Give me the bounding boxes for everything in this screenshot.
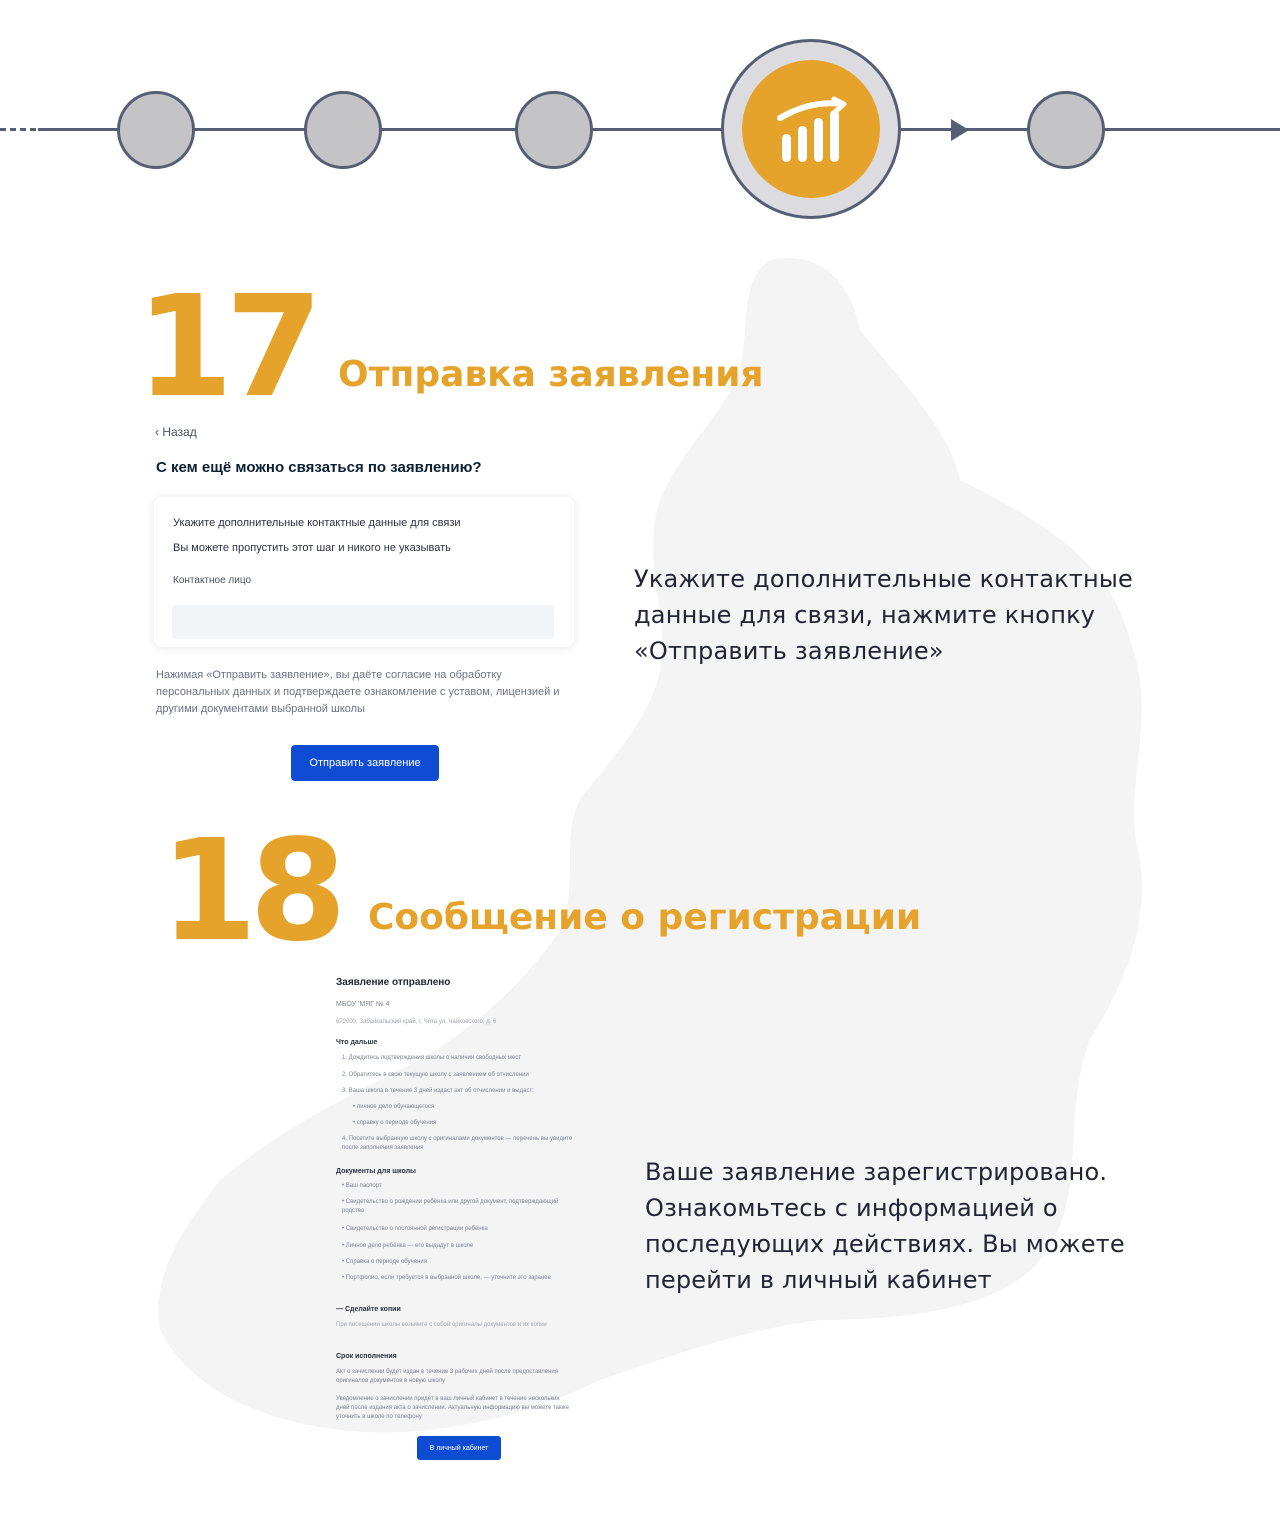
registration-message-screen [325,968,595,1470]
copies-heading: — Сделайте копии [336,1306,401,1313]
back-label: Назад [162,425,197,439]
card-hint: Укажите дополнительные контактные данные для связи [173,517,461,529]
step-circle[interactable] [117,91,195,169]
contact-label: Контактное лицо [173,575,252,586]
submit-application-button[interactable]: Отправить заявление [291,745,439,781]
next-step: 3. Ваша школа в течение 3 дней издаст акт об отчислении и выдаст: [342,1088,534,1094]
step-circle-active[interactable] [721,39,901,219]
deadline-heading: Срок исполнения [336,1353,397,1360]
next-heading: Что дальше [336,1039,378,1046]
deadline-text: Уведомление о зачислении придёт в ваш личный кабинет в течение нескольких дней после издания акта о зачислении. Актуальную информацию вы можете также уточнить в школе по телефону [336,1396,569,1420]
stepper-dashed-line [0,128,38,131]
school-name: МБОУ 'МЯГ № 4 [336,1001,390,1008]
doc-item: • Ваш паспорт [342,1183,382,1189]
next-step: 1. Дождитесь подтверждения школы о наличии свободных мест [342,1055,521,1061]
consent-text: Нажимая «Отправить заявление», вы даёте согласие на обработку персональных данных и подтверждаете ознакомление с уставом, лицензией и другими документами выбранной школы [156,669,560,715]
contact-form-screen [140,415,590,805]
stepper-connector [1102,128,1280,131]
step-description: Укажите дополнительные контактные данные для связи, нажмите кнопку «Отправить заявление» [634,565,1134,665]
form-question: С кем ещё можно связаться по заявлению? [156,459,482,476]
copies-text: При посещении школы возьмите с собой оригиналы документов и их копии [336,1322,547,1328]
doc-item: • Портфолио, если требуется в выбранной школе, — уточните это заранее [342,1275,551,1281]
back-link[interactable] [155,425,197,439]
bar-chart-icon [774,92,848,166]
next-step: 4. Посетите выбранную школу с оригиналами документов — перечень вы увидите после заполнения заявления [342,1136,573,1151]
stepper-connector [590,128,725,131]
chevron-left-icon: ‹ [155,425,159,439]
step-number: 17 [136,266,315,429]
next-substep: • личное дело обучающегося [353,1104,435,1110]
doc-item: • Справка о периоде обучения [342,1259,427,1265]
progress-stepper [0,0,1280,230]
step-number: 18 [160,810,339,973]
contact-person-input[interactable] [172,605,554,639]
stepper-connector [193,128,308,131]
step-circle[interactable] [304,91,382,169]
deadline-text: Акт о зачислении будет издан в течение 3 рабочих дней после предоставления оригиналов документов в новую школу [336,1369,558,1384]
docs-heading: Документы для школы [336,1168,416,1175]
section-title: Сообщение о регистрации [368,897,922,938]
stepper-connector [38,128,122,131]
stepper-connector [380,128,518,131]
doc-item: • Свидетельство о рождении ребёнка или другой документ, подтверждающий родство [342,1199,559,1214]
next-step: 2. Обратитесь в свою текущую школу с заявлением об отчислении [342,1072,529,1078]
doc-item: • Свидетельство о постоянной регистрации ребёнка [342,1226,488,1232]
card-hint: Вы можете пропустить этот шаг и никого не указывать [173,542,451,554]
step-circle[interactable] [1027,91,1105,169]
step-circle[interactable] [515,91,593,169]
step-circle-active-inner [742,60,880,198]
screen-title: Заявление отправлено [336,977,451,988]
section-title: Отправка заявления [338,354,764,395]
school-address: 672000, Забайкальский край, г. Чита ул. Чайковского, д. 6 [336,1019,497,1025]
personal-cabinet-button[interactable]: В личный кабинет [417,1436,501,1460]
doc-item: • Личное дело ребёнка — его выдадут в школе [342,1243,474,1249]
stepper-arrow-icon [951,119,969,141]
step-description: Ваше заявление зарегистрировано. Ознакомьтесь с информацией о последующих действиях. Вы можете перейти в личный кабинет [645,1158,1125,1294]
contact-card [154,497,574,647]
next-substep: • справку о периоде обучения [353,1120,437,1126]
